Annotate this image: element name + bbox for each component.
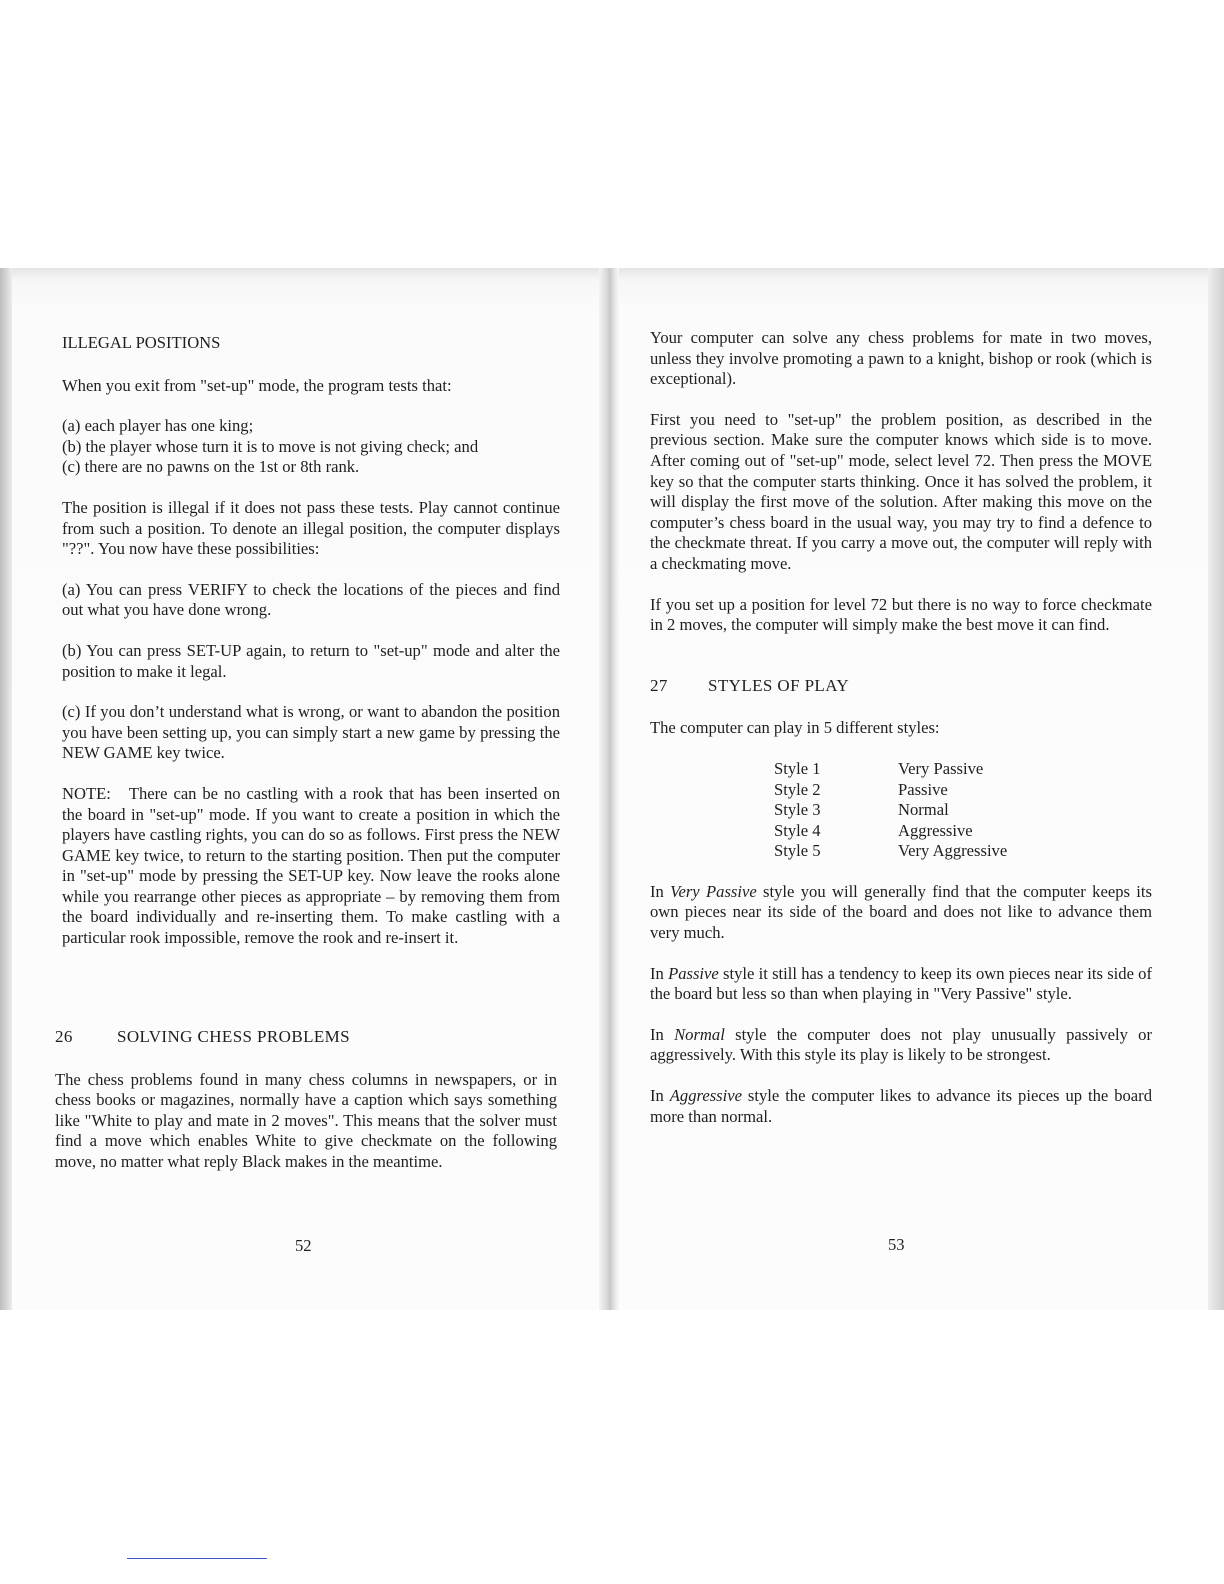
style-name: Very Aggressive	[898, 841, 1008, 861]
footer-rule	[127, 1558, 267, 1559]
setup-problem-paragraph: First you need to "set-up" the problem position, as described in the previous section. Make sure the computer knows which side is to move. After coming out of "set-up" mode, select level 72. Then press the MOVE key so that the computer starts thinking. Once it has solved the problem, it will display the first move of the solution. After making this move on the computer’s chess board in the usual way, you may try to find a defence to the checkmate threat. If you carry a move out, the computer will reply with a checkmating move.	[650, 409, 1152, 573]
left-page-edge	[0, 268, 12, 1310]
style-label: Style 2	[774, 779, 821, 799]
text-run: In	[650, 963, 669, 983]
style-name: Passive	[898, 779, 948, 799]
normal-paragraph	[650, 1025, 1152, 1066]
exit-setup-intro: When you exit from "set-up" mode, the program tests that:	[62, 375, 452, 395]
right-page-edge	[1208, 268, 1224, 1310]
illegal-position-paragraph: The position is illegal if it does not pass these tests. Play cannot continue from such a position. To denote an illegal position, the computer displays "??". You now have these possibilities:	[62, 497, 560, 559]
very-passive-paragraph	[650, 882, 1152, 944]
tests-list	[62, 416, 560, 478]
passive-paragraph	[650, 964, 1152, 1005]
style-label: Style 5	[774, 841, 821, 861]
text-run: In	[650, 881, 671, 901]
chess-problems-paragraph: The chess problems found in many chess columns in newspapers, or in chess books or magazines, normally have a caption which says something like "White to play and mate in 2 moves". This means that the solver must find a move which enables White to give checkmate on the following move, no matter what reply Black makes in the meantime.	[55, 1069, 557, 1171]
book-spine	[599, 268, 619, 1310]
table-row	[774, 821, 1007, 842]
note-paragraph	[62, 784, 560, 949]
list-item: (a) each player has one king;	[62, 416, 254, 436]
text-run: In	[650, 1086, 670, 1106]
styles-intro-paragraph: The computer can play in 5 different styles:	[650, 718, 940, 738]
text-run: style you will generally find that the computer keeps its own pieces near its side of the board and does not like to advance them very much.	[650, 881, 1152, 943]
style-term: Very Passive	[670, 881, 757, 901]
option-c-paragraph: (c) If you don’t understand what is wrong, or want to abandon the position you have been setting up, you can simply start a new game by pressing the NEW GAME key twice.	[62, 702, 560, 763]
left-page	[62, 333, 560, 969]
style-name: Aggressive	[898, 820, 973, 840]
level72-paragraph: If you set up a position for level 72 but there is no way to force checkmate in 2 moves, the computer will simply make the best move it can find.	[650, 594, 1152, 635]
style-term: Aggressive	[669, 1086, 742, 1106]
text-run: style the computer does not play unusually passively or aggressively. With this style its play is likely to be strongest.	[650, 1024, 1152, 1065]
section-title: STYLES OF PLAY	[708, 675, 850, 695]
right-page	[650, 328, 1152, 1147]
style-name: Normal	[898, 800, 949, 820]
solve-problems-paragraph: Your computer can solve any chess problems for mate in two moves, unless they involve promoting a pawn to a knight, bishop or rook (which is exceptional).	[650, 328, 1152, 389]
section-26-heading	[55, 1027, 557, 1048]
style-label: Style 1	[774, 758, 821, 778]
aggressive-paragraph	[650, 1086, 1152, 1127]
text-run: style the computer likes to advance its pieces up the board more than normal.	[650, 1086, 1152, 1126]
style-term: Normal	[674, 1024, 725, 1044]
section-27-heading	[650, 676, 1152, 697]
option-a-paragraph: (a) You can press VERIFY to check the locations of the pieces and find out what you have done wrong.	[62, 579, 560, 620]
table-row	[774, 841, 1007, 862]
table-row	[774, 759, 1007, 780]
section-number: 26	[55, 1027, 73, 1046]
list-item: (b) the player whose turn it is to move is not giving check; and	[62, 436, 479, 456]
style-label: Style 3	[774, 800, 821, 820]
list-item: (c) there are no pawns on the 1st or 8th rank.	[62, 457, 360, 477]
note-text: There can be no castling with a rook that has been inserted on the board in "set-up" mode. If you want to create a position in which the players have castling rights, you can do so as follows. First press the NEW GAME key twice, to return to the starting position. Then put the computer in "set-up" mode by pressing the SET-UP key. Now leave the rooks alone while you rearrange other pieces as appropriate – by removing them from the board individually and re-inserting them. To make castling with a particular rook impossible, remove the rook and re-insert it.	[62, 783, 560, 948]
section-number: 27	[650, 675, 668, 695]
text-run: In	[650, 1024, 675, 1044]
option-b-paragraph: (b) You can press SET-UP again, to return to "set-up" mode and alter the position to make it legal.	[62, 640, 560, 681]
style-term: Passive	[668, 963, 719, 983]
text-run: style it still has a tendency to keep its own pieces near its side of the board but less so than when playing in "Very Passive" style.	[650, 963, 1152, 1004]
illegal-positions-heading: ILLEGAL POSITIONS	[62, 333, 221, 352]
styles-table	[774, 759, 1007, 862]
page-number-right: 53	[888, 1235, 905, 1254]
style-name: Very Passive	[898, 758, 984, 778]
page-number-left: 52	[295, 1236, 312, 1255]
section-title: SOLVING CHESS PROBLEMS	[117, 1027, 351, 1046]
table-row	[774, 780, 1007, 801]
left-page-section	[55, 1027, 557, 1193]
note-label: NOTE:	[62, 783, 111, 803]
table-row	[774, 800, 1007, 821]
style-label: Style 4	[774, 820, 821, 840]
